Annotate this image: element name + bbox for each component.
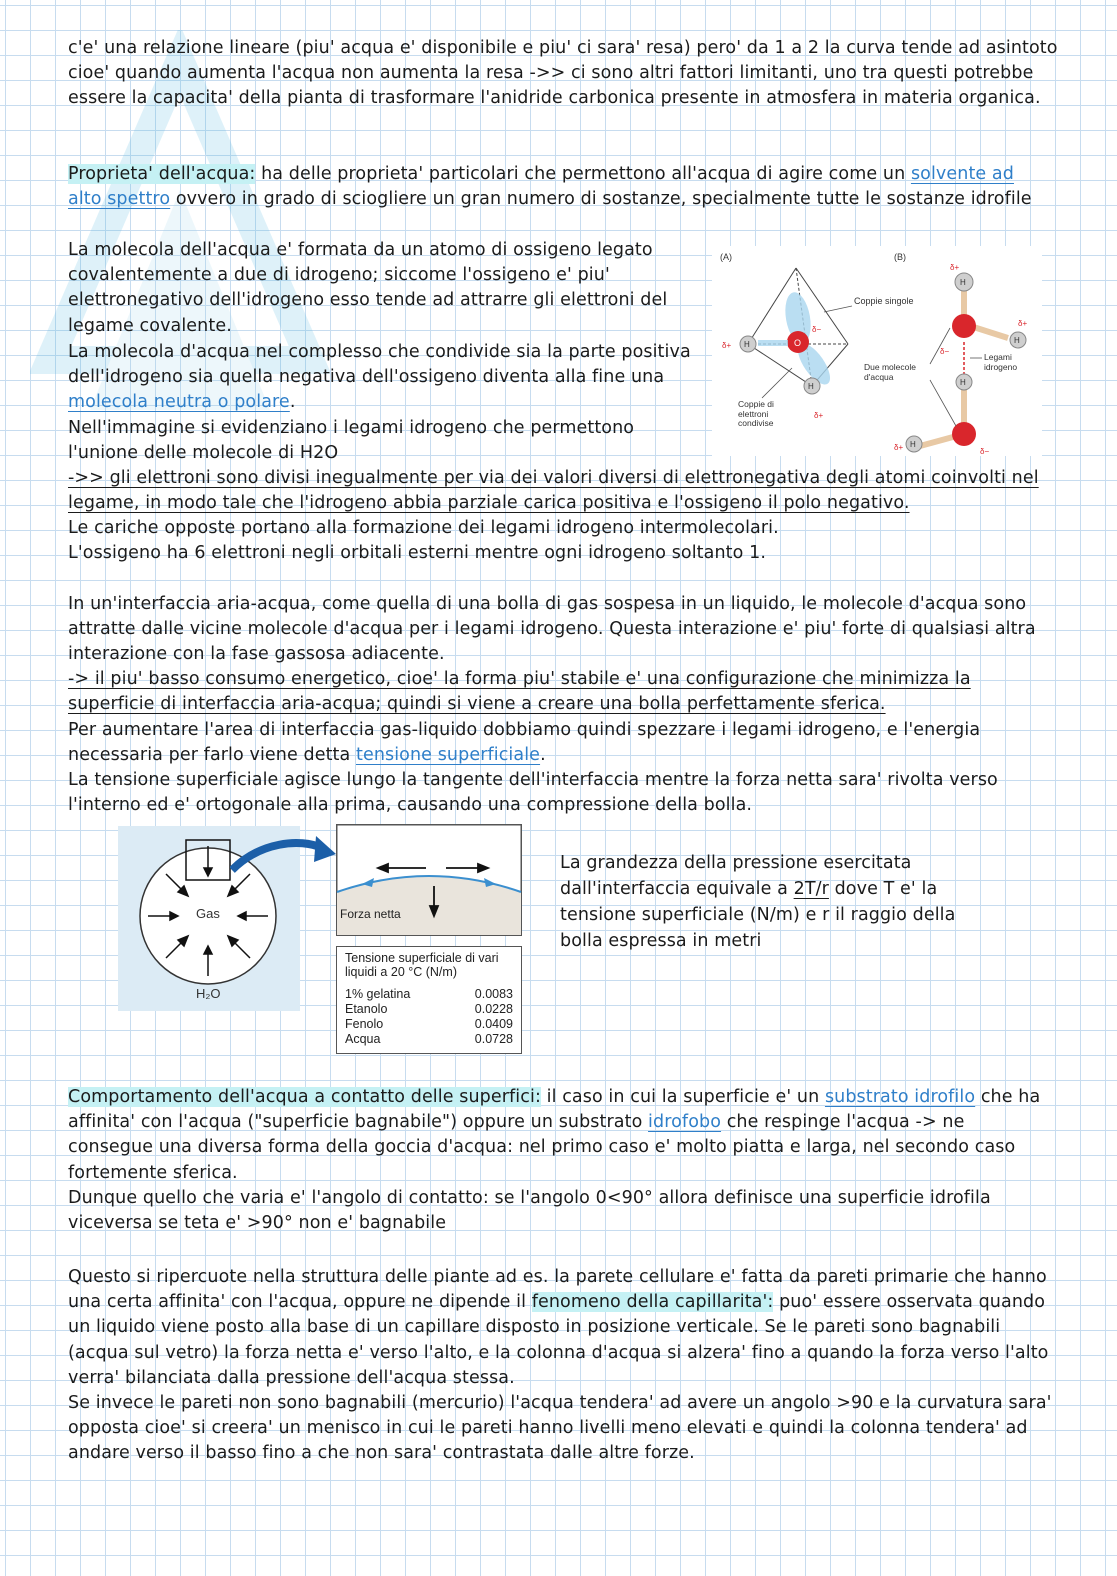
table-cell-liquid: Acqua: [345, 1032, 381, 1046]
delta-plus: δ+: [722, 341, 732, 350]
surface-tension-table: [336, 946, 522, 1054]
table-cell-liquid: Etanolo: [345, 1002, 388, 1016]
text-segment: .: [289, 392, 296, 413]
paragraph-interface: In un'interfaccia aria-acqua, come quella di una bolla di gas sospesa in un liquido, le molecole d'acqua sono attratte dalle vicine molecole d'acqua per i legami idrogeno. Questa interazione e' piu' forte di qualsiasi altra interazione con la fase gassosa adiacente.: [68, 594, 1036, 665]
paragraph-tangent: La tensione superficiale agisce lungo la tangente dell'interfaccia mentre la forza netta sara' rivolta verso l'interno ed e' ortogonale alla prima, causando una compressione della bolla.: [68, 770, 998, 816]
text-segment: La grandezza della pressione esercitata dall'interfaccia equivale a: [560, 853, 912, 899]
paragraph-minimal-surface: -> il piu' basso consumo energetico, cioe' la forma piu' stabile e' una configurazione che minimizza la superficie di interfaccia aria-acqua; quindi si viene a creare una bolla perfettamente sferica.: [68, 669, 971, 715]
table-title: Tensione superficiale di vari liquidi a 20 °C (N/m): [345, 951, 499, 979]
key-term-polar-molecule: molecola neutra o polare: [68, 392, 290, 413]
formula-pressure: 2T/r: [793, 879, 829, 899]
text-segment: il caso in cui la superficie e' un: [540, 1087, 825, 1107]
hydrogen-label: H: [910, 440, 916, 449]
paragraph-oxygen-electrons: L'ossigeno ha 6 elettroni negli orbitali esterni mentre ogni idrogeno soltanto 1.: [68, 543, 766, 563]
label-hydrogen-bonds-wrap: [984, 352, 1040, 382]
highlight-capillarity: fenomeno della capillarita':: [531, 1292, 774, 1313]
paragraph-capillarity: [68, 1265, 1053, 1391]
paragraph-water-properties: [68, 162, 1053, 212]
delta-plus: δ+: [1018, 319, 1028, 328]
text-segment: ovvero in grado di sciogliere un gran numero di sostanze, specialmente tutte le sostanze idrofile: [170, 189, 1032, 210]
label-lone-pairs-wrap: [854, 296, 914, 326]
oxygen-atom-b1: [952, 314, 976, 338]
paragraph-surfaces: [68, 1085, 1053, 1186]
label-a: (A): [720, 252, 732, 262]
table-row: [345, 1032, 513, 1047]
text-segment: ha delle proprieta' particolari che permettono all'acqua di agire come un: [255, 164, 911, 184]
text-segment: che ha affinita' con l'acqua ("superficie bagnabile") oppure un substrato: [68, 1087, 1041, 1133]
label-two-molecules-wrap: [864, 362, 930, 392]
label-hydrogen-bonds: Legami idrogeno: [984, 352, 1018, 372]
key-term-hydrophilic: substrato idrofilo: [824, 1087, 976, 1107]
hydrogen-label: H: [1014, 336, 1020, 345]
label-b: (B): [894, 252, 906, 262]
table-cell-value: 0.0083: [474, 987, 513, 1001]
paragraph-yield: c'e' una relazione lineare (piu' acqua e' disponibile e piu' ci sara' resa) pero' da 1 a 2 la curva tende ad asintoto cioe' quando aumenta l'acqua non aumenta la resa ->> ci sono altri fattori limitanti, uno tra questi potrebbe essere la capacita' della pianta di trasformare l'anidride carbonica presente in atmosfera in materia organica.: [68, 38, 1058, 109]
text-segment: La molecola d'acqua nel complesso che condivide sia la parte positiva dell'idrogeno sia quella negativa dell'ossigeno diventa alla fine una: [68, 342, 691, 388]
oxygen-label: O: [794, 338, 802, 348]
label-two-molecules: Due molecole d'acqua: [864, 362, 916, 382]
gas-label: Gas: [196, 906, 220, 921]
table-row: [345, 1002, 513, 1017]
text-segment: che respinge l'acqua -> ne consegue una diversa forma della goccia d'acqua: nel primo caso e' molto piatta e larga, nel secondo caso fortemente sferica.: [68, 1112, 1016, 1183]
delta-plus: δ+: [814, 411, 824, 420]
paragraph-pressure: [560, 850, 1000, 954]
paragraph-molecule: La molecola dell'acqua e' formata da un atomo di ossigeno legato covalentemente a due di idrogeno; siccome l'ossigeno e' piu' elettronegativo dell'idrogeno esso tende ad attrarre gli elettroni del legame covalente.: [68, 240, 668, 336]
text-segment: dove T e' la tensione superficiale (N/m) e r il raggio della bolla espressa in metri: [560, 879, 956, 951]
key-term-hydrophobic: idrofobo: [648, 1112, 722, 1133]
figure-water-molecule: [712, 246, 1042, 456]
hydrogen-label: H: [808, 382, 814, 391]
figure-interface-detail: [336, 824, 522, 936]
table-cell-value: 0.0409: [474, 1017, 513, 1031]
delta-minus: δ−: [940, 347, 950, 356]
table-cell-liquid: 1% gelatina: [345, 987, 411, 1001]
text-segment: .: [540, 745, 546, 766]
paragraph-contact-angle: Dunque quello che varia e' l'angolo di contatto: se l'angolo 0<90° allora definisce una superficie idrofila viceversa se teta e' >90° non e' bagnabile: [68, 1188, 991, 1234]
paragraph-electrons: ->> gli elettroni sono divisi inegualmente per via dei valori diversi di elettronegativa degli atomi coinvolti nel legame, in modo tale che l'idrogeno abbia parziale carica positiva e l'ossigeno il polo negativo.: [68, 468, 1039, 514]
delta-plus: δ+: [894, 443, 904, 452]
paragraph-opposite-charges: Le cariche opposte portano alla formazione dei legami idrogeno intermolecolari.: [68, 518, 779, 538]
paragraph-hydrogen-bonds-image: Nell'immagine si evidenziano i legami idrogeno che permettono l'unione delle molecole di H2O: [68, 418, 635, 464]
label-lone-pairs: Coppie singole: [854, 296, 914, 306]
text-segment: Per aumentare l'area di interfaccia gas-liquido dobbiamo quindi spezzare i legami idrogeno, e l'energia necessaria per farlo viene detta: [68, 720, 981, 766]
delta-minus: δ−: [812, 325, 822, 334]
table-cell-liquid: Fenolo: [345, 1017, 384, 1031]
table-cell-value: 0.0728: [474, 1032, 513, 1046]
table-row: [345, 1017, 513, 1032]
key-term-solvent: solvente ad alto spettro: [68, 164, 1014, 210]
key-term-surface-tension: tensione superficiale: [355, 745, 541, 766]
paragraph-surface-tension: [68, 718, 1053, 768]
text-segment: puo' essere osservata quando un liquido viene posto alla base di un capillare disposto in posizione verticale. Se le pareti sono bagnabili (acqua sul vetro) la forza netta e' verso l'alto, e la colonna d'acqua si alzera' fino a quando la forza verso l'alto verra' bilanciata dalla pressione dell'acqua stessa.: [68, 1292, 1049, 1388]
delta-plus: δ+: [950, 263, 960, 272]
heading-surfaces: Comportamento dell'acqua a contatto delle superfici:: [68, 1087, 541, 1107]
bond-a1: [758, 340, 788, 346]
label-shared-pairs: Coppie di elettroni condivise: [738, 400, 774, 428]
water-label: H₂O: [196, 986, 221, 1001]
hydrogen-label: H: [960, 378, 966, 387]
label-shared-pairs-wrap: [738, 400, 798, 440]
table-row: [345, 987, 513, 1002]
heading-water-properties: Proprieta' dell'acqua:: [68, 164, 256, 184]
zoom-arrow-icon: [230, 834, 340, 874]
net-force-label: Forza netta: [340, 907, 401, 921]
hydrogen-label: H: [960, 278, 966, 287]
table-cell-value: 0.0228: [474, 1002, 513, 1016]
text-segment: Questo si ripercuote nella struttura delle piante ad es. la parete cellulare e' fatta da pareti primarie che hanno una certa affinita' con l'acqua, oppure ne dipende il: [68, 1267, 1047, 1313]
paragraph-mercury: Se invece le pareti non sono bagnabili (mercurio) l'acqua tendera' ad avere un angolo >90 e la curvatura sara' opposta cioe' si creera' un menisco in cui le pareti hanno livelli meno elevati e quindi la colonna tendera' ad andare verso il basso fino a che non sara' contrastata dalle altre forze.: [68, 1393, 1052, 1464]
paragraph-polar: [68, 340, 708, 416]
delta-minus: δ−: [980, 447, 990, 456]
hydrogen-label: H: [744, 340, 750, 349]
